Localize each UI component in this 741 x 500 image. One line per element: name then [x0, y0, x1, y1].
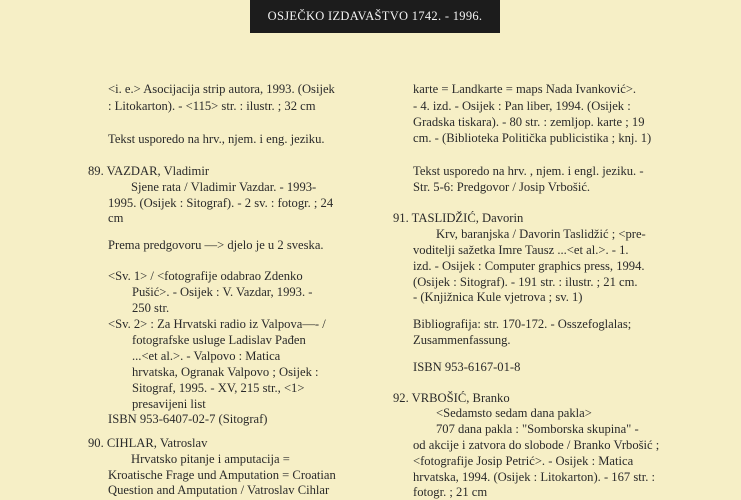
entry-89-volume-1: <Sv. 1> / <fotografije odabrao Zdenko [108, 269, 303, 283]
entry-89-line: cm [108, 211, 124, 225]
entry-89-isbn: ISBN 953-6407-02-7 (Sitograf) [108, 412, 268, 426]
entry-89-volume-2: hrvatska, Ogranak Valpovo ; Osijek : [132, 365, 319, 379]
entry-92-line: fotogr. ; 21 cm [413, 485, 488, 499]
header-title: OSJEČKO IZDAVAŠTVO 1742. - 1996. [267, 9, 483, 23]
entry-90-line: Hrvatsko pitanje i amputacija = [131, 452, 290, 466]
entry-91-line: - (Knjižnica Kule vjetrova ; sv. 1) [413, 290, 583, 304]
continuation-line: <i. e.> Asocijacija strip autora, 1993. (Osijek [108, 82, 335, 96]
entry-89-volume-1: 250 str. [132, 301, 170, 315]
continuation-line: Gradska tiskara). - 80 str. : zemljop. karte ; 19 [413, 115, 645, 129]
entry-91-line: izd. - Osijek : Computer graphics press, 1994. [413, 259, 645, 273]
entry-92-heading: 92. VRBOŠIĆ, Branko [393, 391, 510, 405]
entry-89-line: Sjene rata / Vladimir Vazdar. - 1993- [131, 180, 317, 194]
entry-89-line: 1995. (Osijek : Sitograf). - 2 sv. : fotogr. ; 24 [108, 196, 334, 210]
entry-91-heading: 91. TASLIDŽIĆ, Davorin [393, 211, 524, 225]
entry-91-note: Zusammenfassung. [413, 333, 511, 347]
continuation-note: Tekst usporedo na hrv., njem. i eng. jeziku. [108, 132, 325, 146]
continuation-note: Str. 5-6: Predgovor / Josip Vrbošić. [413, 180, 591, 194]
entry-89-heading: 89. VAZDAR, Vladimir [88, 164, 210, 178]
entry-91-line: (Osijek : Sitograf). - 191 str. : ilustr. ; 21 cm. [413, 275, 638, 289]
entry-90-heading: 90. CIHLAR, Vatroslav [88, 436, 208, 450]
entry-92-line: od akcije i zatvora do slobode / Branko Vrbošić ; [413, 438, 660, 452]
continuation-line: - 4. izd. - Osijek : Pan liber, 1994. (Osijek : [413, 99, 631, 113]
entry-89-volume-1: Pušić>. - Osijek : V. Vazdar, 1993. - [132, 285, 313, 299]
entry-90-line: Question and Amputation / Vatroslav Cihlar [108, 483, 330, 497]
entry-91-line: Krv, baranjska / Davorin Taslidžić ; <pre- [436, 227, 646, 241]
entry-91-line: voditelji sažetka Imre Tausz ...<et al.>. - 1. [413, 243, 629, 257]
continuation-line: karte = Landkarte = maps Nada Ivanković>. [413, 82, 637, 96]
continuation-line: cm. - (Biblioteka Politička publicistika ; knj. 1) [413, 131, 652, 145]
entry-89-volume-2: <Sv. 2> : Za Hrvatski radio iz Valpova—- / [108, 317, 326, 331]
entry-91-isbn: ISBN 953-6167-01-8 [413, 360, 521, 374]
entry-89-note: Prema predgovoru —> djelo je u 2 sveska. [108, 238, 324, 252]
continuation-note: Tekst usporedo na hrv. , njem. i engl. jeziku. - [413, 164, 644, 178]
entry-89-volume-2: Sitograf, 1995. - XV, 215 str., <1> [132, 381, 305, 395]
entry-89-volume-2: fotografske usluge Ladislav Pađen [132, 333, 306, 347]
entry-92-line: 707 dana pakla : "Somborska skupina" - [436, 422, 639, 436]
continuation-line: : Litokarton). - <115> str. : ilustr. ; 32 cm [108, 99, 316, 113]
entry-92-line: <fotografije Josip Petrić>. - Osijek : Matica [413, 454, 634, 468]
entry-89-volume-2: presavijeni list [132, 397, 206, 411]
entry-92-line: <Sedamsto sedam dana pakla> [436, 406, 592, 420]
entry-92-line: hrvatska, 1994. (Osijek : Litokarton). - 167 str. : [413, 470, 656, 484]
entry-89-volume-2: ...<et al.>. - Valpovo : Matica [132, 349, 281, 363]
entry-90-line: Kroatische Frage und Amputation = Croatian [108, 468, 336, 482]
page-header [250, 0, 500, 33]
entry-91-note: Bibliografija: str. 170-172. - Osszefoglalas; [413, 317, 632, 331]
